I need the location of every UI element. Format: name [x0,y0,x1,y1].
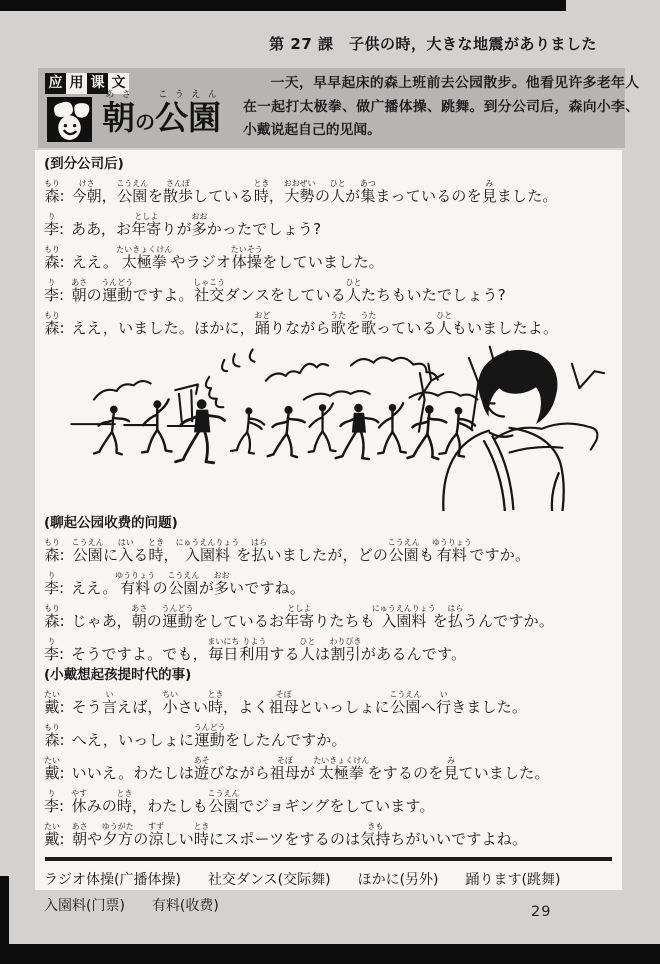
ruby-word: 割引わりびき [329,637,362,663]
ruby-word: 行い [436,690,452,716]
text-segment: を [147,187,164,205]
ruby-word: 人ひと [345,278,362,304]
ruby-word: 言い [101,690,117,716]
text-segment: うんですか。 [462,612,555,630]
ruby-word: 園えん [188,90,221,137]
vocab-item: 入園料(门票) [44,898,125,914]
speaker-name: 戴たい: [44,822,65,848]
text-segment: そうですよ。でも， [71,645,208,663]
text-segment: をするのを [367,764,444,782]
ruby-word: 公園こうえん [207,789,240,815]
text-segment: ですよ。 [132,286,194,304]
ruby-word: 運動うんどう [193,723,226,749]
text-segment: いいえ。わたしは [71,764,195,782]
speaker-name: 森もり: [44,179,65,205]
ruby-word: 毎日まいにち [207,637,240,663]
text-segment: の [314,187,331,205]
text-segment: ちがいいですよね。 [390,830,528,848]
text-segment: ですか。 [469,546,531,564]
ruby-word: 体操たいそう [230,245,263,271]
text-segment: いましたが，どの [266,546,389,564]
ruby-word: 小ちい [162,690,179,716]
ruby-word: 公園こうえん [167,571,200,597]
text-segment: の [86,286,102,304]
text-segment: る [133,546,149,564]
vocab-row [44,893,613,919]
text-segment: やラジオ [170,253,232,271]
dialogue-line [44,599,613,632]
speaker-name: 李り: [44,278,65,304]
ruby-word: 祖母そぼ [269,756,300,782]
text-segment: ええ，いました。ほかに， [71,319,255,337]
speaker-name: 森もり: [44,245,65,271]
text-segment: ました。 [496,187,558,205]
speaker-name: 戴たい: [44,756,65,782]
speaker-name: 森もり: [44,723,65,749]
ruby-word: 人ひと [436,311,453,337]
text-segment: の [146,612,162,630]
vocab-row [44,867,613,893]
ruby-word: 見み [481,179,497,205]
text-segment: ああ，お [71,220,132,238]
speaker-name: 森もり: [44,538,65,564]
intro-paragraph-chinese: 一天，早早起床的森上班前去公园散步。他看见许多老年人在一起打太极拳、做广播体操、跳舞。到分公司后，森向小李、小戴说起自己的见闻。 [243,75,639,138]
ruby-word: 朝あさ [131,604,148,630]
text-segment: しい [163,830,194,848]
ruby-word: 集あつ [359,179,376,205]
ruby-word: 祖母そぼ [268,690,299,716]
ruby-word: 今朝けさ [71,179,102,205]
ruby-word: 人ひと [329,179,346,205]
text-segment: ， [268,187,285,205]
ruby-word: 時とき [207,690,224,716]
text-segment: を [432,612,448,630]
text-segment: へえ，いっしょに [71,731,195,749]
text-segment: きました。 [451,698,528,716]
ruby-word: 運動うんどう [101,278,134,304]
text-segment: そう [71,698,102,716]
text-segment: りが [161,220,192,238]
stage-note: (到分公司后) [44,156,124,172]
ruby-word: 休やす [71,789,88,815]
text-segment: もいましたよ。 [451,319,559,337]
ruby-word: 時とき [253,179,270,205]
text-segment: でジョギングをしています。 [239,797,435,815]
dialogue-text [71,637,466,664]
ruby-word: 時とき [193,822,210,848]
dialogue-text [71,789,435,816]
text-segment: みの [86,797,117,815]
text-segment: が [198,579,215,597]
dialogue-text [72,756,550,783]
text-segment: っている [375,319,437,337]
ruby-word: 払はら [251,538,268,564]
text-segment: ， [101,187,117,205]
ruby-word: 利用りよう [239,637,270,663]
text-segment: が [345,187,361,205]
text-segment: といっしょに [298,698,390,716]
category-char: 课 [87,73,108,94]
ruby-word: 入園料にゅうえんりょう [371,604,436,630]
text-segment: の [135,110,155,134]
ruby-word: 太極拳たいきょくけん [116,245,173,271]
dialogue-line [44,817,613,850]
vocab-item: ラジオ体操(广播体操) [44,872,181,888]
ruby-word: 年寄としよ [284,604,315,630]
ruby-word: 散歩さんぽ [163,179,194,205]
dialogue-line [44,240,613,273]
scan-edge-bottom [0,944,660,964]
ruby-word: 払はら [447,604,464,630]
text-segment: たちもいたでしょう? [360,286,506,304]
ruby-word: 気持きも [360,822,391,848]
text-segment: びながら [209,764,270,782]
lesson-title [102,90,221,139]
dialogue-text [72,690,528,717]
ruby-word: 歌うた [360,311,377,337]
park-illustration [58,341,613,511]
text-segment: を [236,546,252,564]
category-char: 用 [66,73,87,94]
ruby-word: 公園こうえん [71,538,104,564]
dialogue-line [44,685,613,718]
ruby-word: 時とき [148,538,165,564]
speaker-name: 李り: [44,212,65,238]
dialogue-line [44,174,613,207]
ruby-word: 朝あさ [102,90,135,137]
smiling-face-icon [47,97,92,142]
category-char: 文 [108,73,129,94]
dialogue-text [72,179,558,206]
dialogue-line [44,784,613,817]
scan-edge-top [0,0,566,11]
dialogue-section [44,513,613,665]
text-segment: があるんです。 [361,645,467,663]
ruby-word: 入園料にゅうえんりょう [175,538,240,564]
dialogue-section [44,154,613,339]
dialogue-text [72,822,528,849]
ruby-word: 涼すず [147,822,165,848]
text-segment: えば， [117,698,163,716]
ruby-word: 太極拳たいきょくけん [313,756,370,782]
dialogue-line [44,306,613,339]
ruby-word: 社交しゃこう [193,278,226,304]
speaker-name: 李り: [44,637,65,663]
vocab-item: 踊ります(跳舞) [465,872,561,888]
text-segment: さい [177,698,209,716]
ruby-word: 有料ゆうりょう [115,571,156,597]
text-segment: の [133,830,149,848]
dialogue-line [44,533,613,566]
vocab-item: ほかに(另外) [357,872,439,888]
ruby-word: 時とき [116,789,133,815]
text-segment: ええ。 [71,253,119,271]
ruby-word: 大勢おおぜい [283,179,316,205]
lesson-header: 第 27 課 子供の時，大きな地震がありました [269,35,597,53]
vocab-item: 社交ダンス(交际舞) [207,872,331,888]
ruby-word: 入はい [117,538,134,564]
dialogue-text [71,571,305,598]
ruby-word: 有料ゆうりょう [431,538,472,564]
ruby-word: 公こう [155,90,188,137]
dialogue-text [72,538,531,565]
text-segment: を [345,319,361,337]
text-segment: ，わたしも [132,797,209,815]
watching-man-figure [443,350,563,511]
dialogue-text [72,245,384,272]
page-number: 29 [531,904,552,920]
dialogue-line [44,207,613,240]
text-segment: ，よく [223,698,269,716]
ruby-word: 人ひと [299,637,316,663]
ruby-word: 踊おど [254,311,271,337]
speaker-name: 李り: [44,789,65,815]
text-segment: ， [163,546,179,564]
ruby-word: 歌うた [330,311,347,337]
text-segment: をしているお [193,612,285,630]
text-segment: じゃあ， [71,612,132,630]
dialogue-line [44,566,613,599]
text-segment: まっているのを [375,187,482,205]
ruby-word: 運動うんどう [161,604,194,630]
ruby-word: 公園こうえん [387,538,420,564]
stage-note: (聊起公园收费的问题) [44,515,178,531]
ruby-word: 遊あそ [193,756,210,782]
ruby-word: 見み [443,756,459,782]
text-segment: りながら [269,319,331,337]
text-segment: ダンスをしている [224,286,346,304]
ruby-word: 多おお [191,212,208,238]
text-segment: や [87,830,103,848]
speaker-name: 戴たい: [44,690,65,716]
speaker-name: 李り: [44,571,65,597]
text-segment: している [193,187,254,205]
vocab-item: 有料(收费) [151,898,219,914]
speaker-name: 森もり: [44,604,65,630]
ruby-word: 朝あさ [71,822,88,848]
dialogue-line [44,751,613,784]
text-segment: かったでしょう? [206,220,322,238]
text-segment: りたちも [314,612,376,630]
dialogue-line [44,632,613,665]
text-segment: をしていました。 [262,253,384,271]
applied-text-banner [38,68,639,148]
dialogue-text [72,723,347,750]
dialogue-text [71,212,321,239]
dialogue-text [72,604,555,631]
text-segment: いですね。 [229,579,306,597]
text-segment: へ [420,698,437,716]
text-segment: の [152,579,168,597]
text-segment: をしたんですか。 [225,731,347,749]
text-segment: も [419,546,435,564]
ruby-word: 年寄としよ [131,212,162,238]
ruby-word: 朝あさ [71,278,88,304]
text-segment: ていました。 [458,764,550,782]
ruby-word: 公園こうえん [116,179,149,205]
text-segment: にスポーツをするのは [208,830,361,848]
text-segment: は [314,645,331,663]
dialogue-text [72,311,559,338]
text-segment: ええ。 [71,579,118,597]
ruby-word: 夕方ゆうがた [101,822,134,848]
text-segment: する [269,645,300,663]
scan-edge-left [0,876,9,964]
dialogue-section [44,665,613,850]
dialogue-text [71,278,506,305]
stage-note: (小戴想起孩提时代的事) [44,667,192,683]
vocab-divider [45,857,612,861]
text-segment: に [103,546,119,564]
category-char: 应 [45,73,66,94]
ruby-word: 多おお [213,571,230,597]
speaker-name: 森もり: [44,311,65,337]
dialogue-line [44,273,613,306]
dialogue-line [44,718,613,751]
text-segment: が [299,764,316,782]
ruby-word: 公園こうえん [389,690,422,716]
